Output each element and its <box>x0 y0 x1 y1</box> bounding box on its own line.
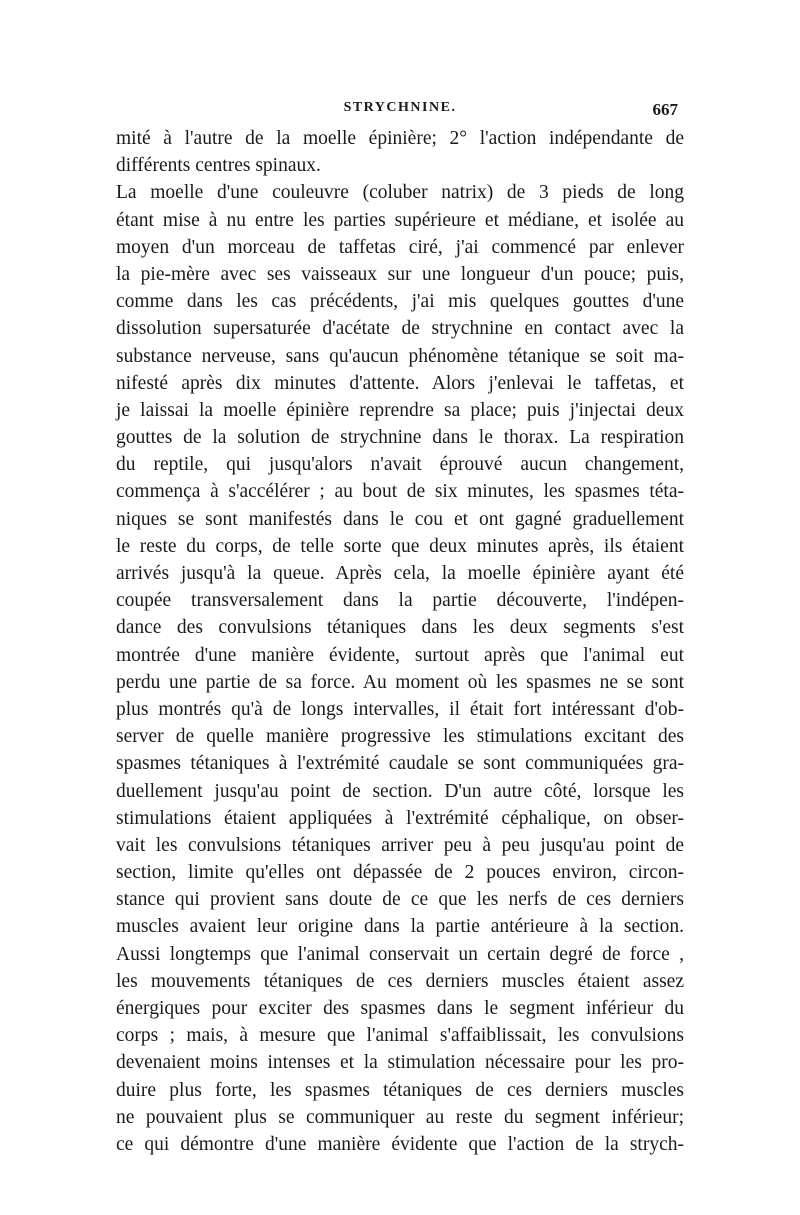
text-line: nifesté après dix minutes d'attente. Alors j'enlevai le taffetas, et <box>116 372 684 394</box>
text-line: server de quelle manière progressive les stimulations excitant des <box>116 726 684 748</box>
body-text <box>116 125 684 1158</box>
text-line: devenaient moins intenses et la stimulation nécessaire pour les pro- <box>116 1052 684 1074</box>
running-head <box>0 100 800 124</box>
text-line: dissolution supersaturée d'acétate de strychnine en contact avec la <box>116 318 684 340</box>
text-line: énergiques pour exciter des spasmes dans le segment inférieur du <box>116 998 684 1019</box>
text-line: stance qui provient sans doute de ce que les nerfs de ces derniers <box>116 889 684 911</box>
text-line: niques se sont manifestés dans le cou et ont gagné graduellement <box>116 508 684 530</box>
text-line: différents centres spinaux. <box>116 155 321 177</box>
text-line: moyen d'un morceau de taffetas ciré, j'ai commencé par enlever <box>116 236 684 258</box>
running-head-title: STRYCHNINE. <box>343 100 457 115</box>
page-number: 667 <box>652 100 678 119</box>
text-line: vait les convulsions tétaniques arriver peu à peu jusqu'au point de <box>116 834 684 856</box>
text-line: dance des convulsions tétaniques dans les deux segments s'est <box>116 617 684 639</box>
text-line: Aussi longtemps que l'animal conservait un certain degré de force , <box>116 943 684 965</box>
text-line: spasmes tétaniques à l'extrémité caudale se sont communiquées gra- <box>116 753 684 775</box>
text-line: ne pouvaient plus se communiquer au reste du segment inférieur; <box>116 1106 684 1128</box>
text-line: les mouvements tétaniques de ces derniers muscles étaient assez <box>116 970 684 992</box>
text-line: ce qui démontre d'une manière évidente que l'action de la strych- <box>116 1133 684 1155</box>
text-line: la pie-mère avec ses vaisseaux sur une longueur d'un pouce; puis, <box>116 263 684 285</box>
text-line: substance nerveuse, sans qu'aucun phénomène tétanique se soit ma- <box>116 345 684 367</box>
text-line: section, limite qu'elles ont dépassée de 2 pouces environ, circon- <box>116 862 684 884</box>
text-line: je laissai la moelle épinière reprendre sa place; puis j'injectai deux <box>116 399 684 421</box>
text-line: le reste du corps, de telle sorte que deux minutes après, ils étaient <box>116 535 684 557</box>
text-line: gouttes de la solution de strychnine dans le thorax. La respiration <box>116 427 684 449</box>
text-line: La moelle d'une couleuvre (coluber natrix) de 3 pieds de long <box>116 182 684 204</box>
text-line: muscles avaient leur origine dans la partie antérieure à la section. <box>116 916 684 938</box>
text-line: stimulations étaient appliquées à l'extrémité céphalique, on obser- <box>116 807 684 829</box>
text-line: arrivés jusqu'à la queue. Après cela, la moelle épinière ayant été <box>116 563 684 584</box>
text-line: plus montrés qu'à de longs intervalles, il était fort intéressant d'ob- <box>116 698 684 720</box>
text-line: corps ; mais, à mesure que l'animal s'affaiblissait, les convulsions <box>116 1025 684 1047</box>
text-line: du reptile, qui jusqu'alors n'avait éprouvé aucun changement, <box>116 454 684 476</box>
text-line: duire plus forte, les spasmes tétaniques de ces derniers muscles <box>116 1079 684 1101</box>
text-line: commença à s'accélérer ; au bout de six minutes, les spasmes téta- <box>116 481 684 503</box>
text-line: coupée transversalement dans la partie découverte, l'indépen- <box>116 590 684 612</box>
text-line: montrée d'une manière évidente, surtout après que l'animal eut <box>116 644 684 666</box>
text-line: étant mise à nu entre les parties supérieure et médiane, et isolée au <box>116 209 684 231</box>
text-line: perdu une partie de sa force. Au moment où les spasmes ne se sont <box>116 671 684 693</box>
text-line: duellement jusqu'au point de section. D'un autre côté, lorsque les <box>116 780 684 802</box>
text-line: comme dans les cas précédents, j'ai mis quelques gouttes d'une <box>116 291 684 313</box>
text-line: mité à l'autre de la moelle épinière; 2° l'action indépendante de <box>116 128 684 149</box>
